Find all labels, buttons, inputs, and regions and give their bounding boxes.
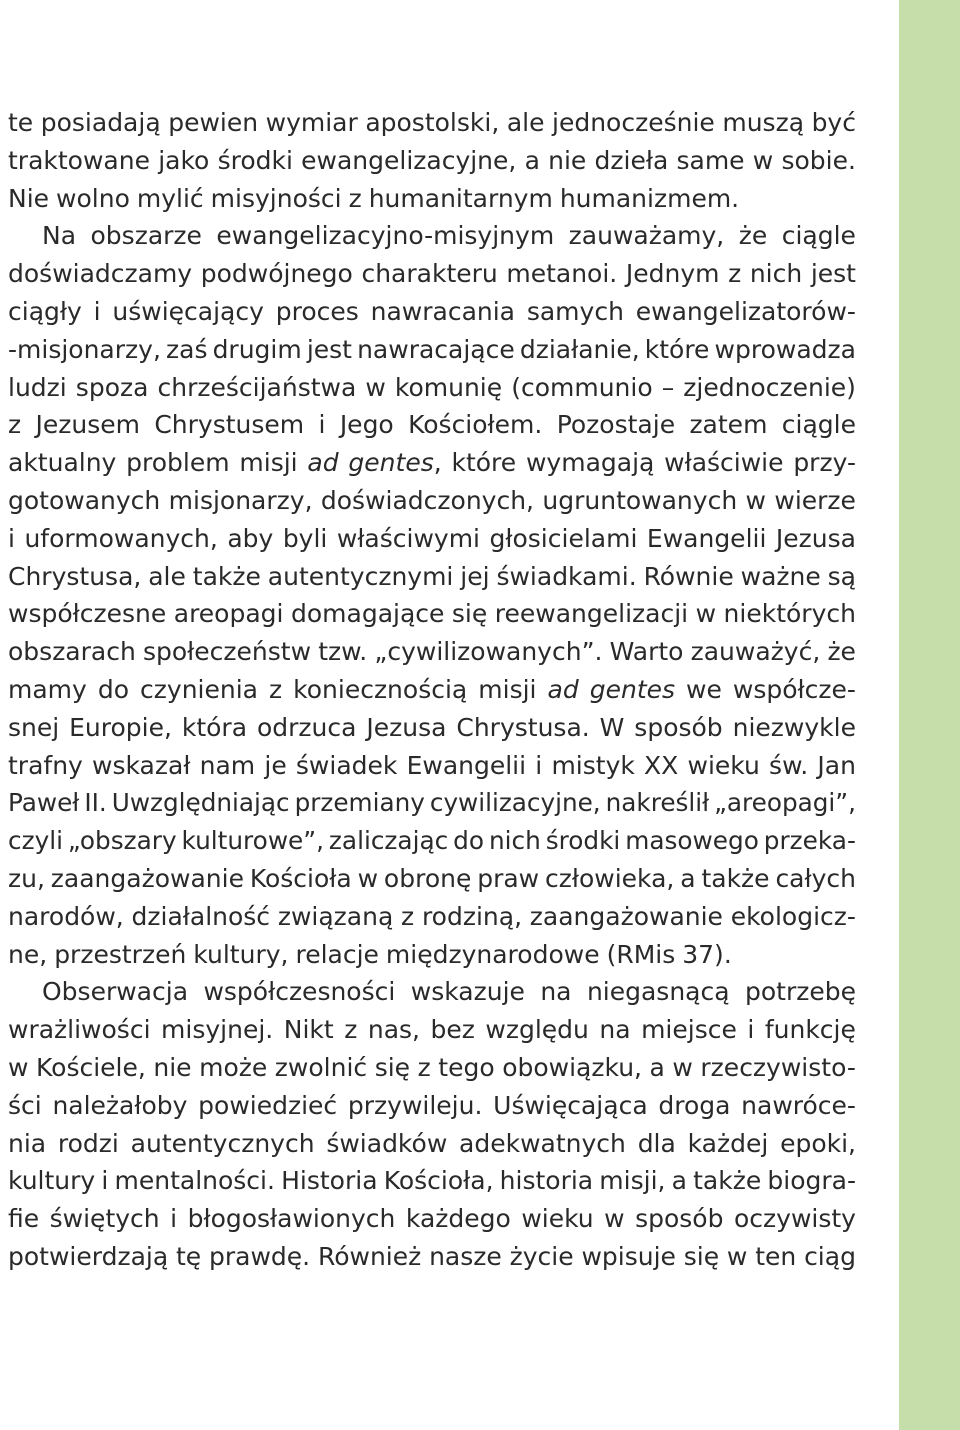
word: ciąg <box>804 1241 856 1271</box>
text-line <box>8 860 856 898</box>
word: się <box>683 1241 720 1271</box>
word: humanitarnym <box>368 183 553 213</box>
word: spoza <box>75 372 149 402</box>
word: fie <box>8 1204 40 1234</box>
word: we <box>686 674 722 704</box>
word: dzieła <box>594 145 669 175</box>
word: czyli <box>8 826 63 856</box>
word: Kościoła, <box>383 1166 494 1196</box>
word: zaliczając <box>328 826 449 856</box>
word: niezwykle <box>732 712 856 742</box>
word: z <box>348 183 362 213</box>
text-line <box>8 369 856 407</box>
word: masowego <box>625 826 759 856</box>
word: każdej <box>687 1128 769 1158</box>
word: związaną <box>277 901 394 931</box>
word: zauważamy, <box>568 221 725 251</box>
word: zauważyć, <box>690 637 821 667</box>
word: funkcję <box>764 1015 856 1045</box>
word: wieku <box>687 750 760 780</box>
word: mamy <box>8 674 87 704</box>
word: nie <box>548 145 587 175</box>
text-line <box>8 1011 856 1049</box>
word: XX <box>644 750 679 780</box>
word: na <box>599 1015 631 1045</box>
word: wrażliwości <box>8 1015 151 1045</box>
word: Jezusem <box>35 410 140 440</box>
word: tzw. <box>318 637 368 667</box>
word: droga <box>658 1090 731 1120</box>
word: oczywisty <box>733 1204 856 1234</box>
word: z <box>8 410 22 440</box>
word: cywilizacyjne, <box>429 788 601 818</box>
word: z <box>269 674 283 704</box>
word: epoki, <box>780 1128 856 1158</box>
word: misjonarzy, <box>168 485 313 515</box>
text-line <box>8 747 856 785</box>
word: się <box>374 1052 411 1082</box>
text-line <box>8 595 856 633</box>
word: problem <box>126 448 230 478</box>
word: Jego <box>339 410 394 440</box>
word: kultury <box>8 1166 96 1196</box>
word: byli <box>282 523 328 553</box>
word: Paweł <box>8 788 80 818</box>
word: te <box>8 108 34 137</box>
text-line <box>8 1049 856 1087</box>
word: ewangelizacyjne, <box>301 145 517 175</box>
word: ten <box>755 1241 797 1271</box>
word: wskazał <box>92 750 191 780</box>
word: areopagi <box>173 599 284 629</box>
word: zatem <box>689 410 768 440</box>
word: świadków <box>326 1128 448 1158</box>
word: kulturowe”, <box>181 826 324 856</box>
word: być <box>811 108 856 137</box>
word: a <box>680 863 696 893</box>
word: ważne <box>740 561 821 591</box>
word: nam <box>199 750 256 780</box>
word: wierze <box>774 485 856 515</box>
word: misji <box>478 674 537 704</box>
word: właściwie <box>664 448 784 478</box>
word: relacje <box>295 939 379 969</box>
word: ści <box>8 1090 42 1120</box>
word: w <box>752 145 774 175</box>
word: w <box>695 599 717 629</box>
word: przeka- <box>763 826 856 856</box>
word: „obszary <box>67 826 177 856</box>
word: ad <box>547 674 579 704</box>
word: niegasnącą <box>586 977 730 1007</box>
word: drugim <box>212 334 302 364</box>
text-line <box>8 822 856 860</box>
green-side-bar <box>899 0 960 1430</box>
word: współczesności <box>203 977 396 1007</box>
word: mylić <box>136 183 204 213</box>
word: świadkami. <box>496 561 637 591</box>
word: charakteru <box>361 259 498 289</box>
word: jako <box>158 145 210 175</box>
word: przestrzeń <box>54 939 187 969</box>
word: humanizmem. <box>559 183 740 213</box>
word: zwolnić <box>274 1052 368 1082</box>
word: międzynarodowe <box>385 939 600 969</box>
word: Ewangelii <box>406 750 527 780</box>
word: nas, <box>367 1015 420 1045</box>
word: do <box>453 826 485 856</box>
word: misyjności <box>210 183 342 213</box>
word: nakreślił <box>605 788 710 818</box>
word: praw <box>477 863 540 893</box>
word: II. <box>84 788 107 818</box>
word: odrzuca <box>256 712 357 742</box>
word: przy- <box>793 448 856 478</box>
text-line <box>8 1162 856 1200</box>
text-line <box>8 255 856 293</box>
word: obszarach <box>8 637 136 667</box>
word: zaangażowanie <box>529 901 723 931</box>
word: snej <box>8 712 60 742</box>
word: Warto <box>609 637 684 667</box>
text-line <box>8 142 856 180</box>
word: z <box>344 1015 358 1045</box>
word: że <box>738 221 768 251</box>
word: uświęcający <box>112 296 264 326</box>
word: autentycznymi <box>267 561 454 591</box>
word: obronę <box>383 863 472 893</box>
word: narodów, <box>8 901 124 931</box>
word: Europie, <box>69 712 172 742</box>
word: doświadczamy <box>8 259 193 289</box>
word: względu <box>485 1015 589 1045</box>
word: a <box>524 145 540 175</box>
word: zaangażowanie <box>50 863 244 893</box>
word: komunię <box>394 372 503 402</box>
word: mistyk <box>551 750 635 780</box>
word: powiedzieć <box>198 1090 338 1120</box>
word: świętych <box>49 1204 160 1234</box>
word: potrzebę <box>745 977 856 1007</box>
word: i <box>747 1015 755 1045</box>
word: doświadczonych, <box>320 485 535 515</box>
body-text <box>8 104 856 1276</box>
text-line <box>8 104 856 142</box>
word: „cywilizowanych”. <box>374 637 603 667</box>
word: misji, <box>599 1166 666 1196</box>
word: je <box>264 750 287 780</box>
word: czynienia <box>140 674 258 704</box>
text-line <box>8 973 856 1011</box>
word: w <box>726 1241 748 1271</box>
word: całych <box>775 863 856 893</box>
word: błogosławionych <box>187 1204 396 1234</box>
word: w <box>604 1204 625 1234</box>
word: Nikt <box>283 1015 334 1045</box>
word: adekwatnych <box>459 1128 626 1158</box>
word: wskazuje <box>410 977 525 1007</box>
word: że <box>827 637 856 667</box>
word: a <box>649 1052 665 1082</box>
word: – <box>661 372 675 402</box>
word: Kościele, <box>36 1052 146 1082</box>
word: sobie. <box>781 145 856 175</box>
word: Chrystusem <box>154 410 305 440</box>
word: środki <box>545 826 621 856</box>
word: pewien <box>168 108 259 137</box>
word: w <box>365 372 386 402</box>
word: muszą <box>722 108 805 137</box>
word: Jan <box>817 750 856 780</box>
word: jest <box>810 259 856 289</box>
word: w <box>8 1052 29 1082</box>
word: chrześcijaństwa <box>157 372 357 402</box>
word: społeczeństw <box>142 637 312 667</box>
word: sposób <box>635 1204 724 1234</box>
text-line <box>8 331 856 369</box>
word: w <box>745 485 766 515</box>
word: ewangelizatorów- <box>635 296 856 326</box>
word: proces <box>275 296 359 326</box>
word: jej <box>460 561 490 591</box>
word: obowiązku, <box>502 1052 642 1082</box>
text-line <box>8 558 856 596</box>
word: nawracające <box>357 334 515 364</box>
word: rodziną, <box>421 901 523 931</box>
word: są <box>827 561 856 591</box>
word: w <box>357 863 379 893</box>
word: gotowanych <box>8 485 161 515</box>
word: do <box>97 674 130 704</box>
text-line <box>8 633 856 671</box>
word: miejsce <box>641 1015 737 1045</box>
word: historia <box>499 1166 594 1196</box>
word: zjednoczenie) <box>683 372 856 402</box>
word: dla <box>637 1128 676 1158</box>
word: współcze- <box>732 674 856 704</box>
word: wpisuje <box>581 1241 676 1271</box>
word: i <box>170 1204 178 1234</box>
word: wieku <box>521 1204 594 1234</box>
word: sposób <box>634 712 723 742</box>
word: z <box>401 901 415 931</box>
word: zaś <box>166 334 208 364</box>
word: nie <box>153 1052 192 1082</box>
word: apostolski, <box>365 108 500 137</box>
word: i <box>318 410 326 440</box>
word: potwierdzają <box>8 1241 169 1271</box>
word: nich <box>488 826 541 856</box>
word: może <box>199 1052 268 1082</box>
word: nich <box>749 259 803 289</box>
word: i <box>8 523 15 553</box>
word: ewangelizacyjno-misyjnym <box>216 221 555 251</box>
word: Chrystusa. <box>456 712 590 742</box>
word: św. <box>769 750 809 780</box>
word: Równie <box>643 561 734 591</box>
word: Chrystusa, <box>8 561 142 591</box>
word: same <box>676 145 745 175</box>
word: mentalności. <box>114 1166 275 1196</box>
word: ciągle <box>781 221 856 251</box>
word: głosicielami <box>489 523 638 553</box>
text-line <box>8 936 856 974</box>
word: Również <box>317 1241 422 1271</box>
word: i <box>101 1166 109 1196</box>
word: prawdę. <box>209 1241 311 1271</box>
word: Jednym <box>625 259 720 289</box>
word: wolno <box>56 183 130 213</box>
word: nawróce- <box>741 1090 856 1120</box>
word: wprowadza <box>714 334 856 364</box>
word: z <box>728 259 742 289</box>
word: świadek <box>295 750 398 780</box>
word: Uświęcająca <box>493 1090 648 1120</box>
word: bez <box>430 1015 475 1045</box>
word: gentes <box>589 674 676 704</box>
word: życie <box>509 1241 574 1271</box>
text-line <box>8 180 856 218</box>
word: Pozostaje <box>556 410 676 440</box>
word: z <box>417 1052 431 1082</box>
word: właściwymi <box>336 523 481 553</box>
word: samych <box>526 296 624 326</box>
word: które <box>644 334 710 364</box>
word: Jezusa <box>775 523 856 553</box>
word: nawracania <box>370 296 515 326</box>
word: niektórych <box>723 599 856 629</box>
word: ale <box>148 561 186 591</box>
word: przemiany <box>294 788 425 818</box>
word: ne, <box>8 939 48 969</box>
word: domagające <box>290 599 445 629</box>
word: aby <box>227 523 274 553</box>
word: Obserwacja <box>42 977 189 1007</box>
word: wymiar <box>265 108 358 137</box>
word: metanoi. <box>506 259 618 289</box>
word: każdego <box>405 1204 511 1234</box>
word: także <box>192 561 261 591</box>
text-line <box>8 898 856 936</box>
word: człowieka, <box>545 863 675 893</box>
word: kultury, <box>193 939 289 969</box>
word: traktowane <box>8 145 150 175</box>
word: nia <box>8 1128 47 1158</box>
word: gentes, <box>348 448 442 478</box>
word: ale <box>506 108 545 137</box>
word: jednocześnie <box>552 108 715 137</box>
word: W <box>599 712 625 742</box>
word: Nie <box>8 183 50 213</box>
word: reewangelizacji <box>494 599 689 629</box>
text-line <box>8 520 856 558</box>
word: misyjnej. <box>161 1015 274 1045</box>
word: także <box>693 1166 762 1196</box>
word: Kościołem. <box>408 410 543 440</box>
word: Uwzględniając <box>111 788 290 818</box>
paragraph <box>8 104 856 217</box>
word: misji <box>239 448 298 478</box>
word: biogra- <box>767 1166 856 1196</box>
word: współczesne <box>8 599 167 629</box>
word: ugruntowanych <box>542 485 738 515</box>
word: trafny <box>8 750 83 780</box>
paragraph <box>8 973 856 1275</box>
text-line <box>8 1238 856 1276</box>
word: rzeczywisto- <box>700 1052 856 1082</box>
word: Na <box>42 221 77 251</box>
word: działanie, <box>519 334 640 364</box>
word: Ewangelii <box>646 523 767 553</box>
word: (RMis <box>606 939 676 969</box>
word: a <box>671 1166 687 1196</box>
word: Historia <box>281 1166 378 1196</box>
word: ludzi <box>8 372 67 402</box>
word: jest <box>306 334 352 364</box>
text-line <box>8 1087 856 1125</box>
text-line <box>8 444 856 482</box>
word: obszarze <box>90 221 202 251</box>
text-line <box>8 1125 856 1163</box>
word: ekologicz- <box>730 901 856 931</box>
word: zu, <box>8 863 45 893</box>
word: które <box>451 448 517 478</box>
word: aktualny <box>8 448 117 478</box>
word: Kościoła <box>249 863 352 893</box>
word: tę <box>175 1241 202 1271</box>
text-line <box>8 406 856 444</box>
word: 37). <box>682 939 732 969</box>
text-line <box>8 1200 856 1238</box>
word: rodzi <box>57 1128 119 1158</box>
word: i <box>535 750 543 780</box>
text-line <box>8 217 856 255</box>
text-line <box>8 709 856 747</box>
text-line <box>8 784 856 822</box>
word: działalność <box>131 901 271 931</box>
text-line <box>8 671 856 709</box>
word: ad <box>307 448 339 478</box>
text-line <box>8 482 856 520</box>
word: ciągle <box>781 410 856 440</box>
word: ciągły <box>8 296 82 326</box>
word: także <box>701 863 770 893</box>
word: autentycznych <box>130 1128 315 1158</box>
word: która <box>181 712 248 742</box>
text-line <box>8 293 856 331</box>
word: tego <box>438 1052 495 1082</box>
word: środki <box>217 145 293 175</box>
paragraph <box>8 217 856 973</box>
word: koniecznością <box>293 674 468 704</box>
word: podwójnego <box>200 259 353 289</box>
word: Jezusa <box>366 712 447 742</box>
word: należałoby <box>52 1090 188 1120</box>
word: uformowanych, <box>24 523 218 553</box>
word: przywileju. <box>347 1090 483 1120</box>
word: posiadają <box>40 108 161 137</box>
word: nasze <box>429 1241 502 1271</box>
word: na <box>540 977 572 1007</box>
word: „areopagi”, <box>714 788 856 818</box>
word: w <box>672 1052 693 1082</box>
word: i <box>93 296 101 326</box>
word: wymagają <box>525 448 655 478</box>
word: -misjonarzy, <box>8 334 161 364</box>
word: się <box>451 599 488 629</box>
word: (communio <box>511 372 653 402</box>
